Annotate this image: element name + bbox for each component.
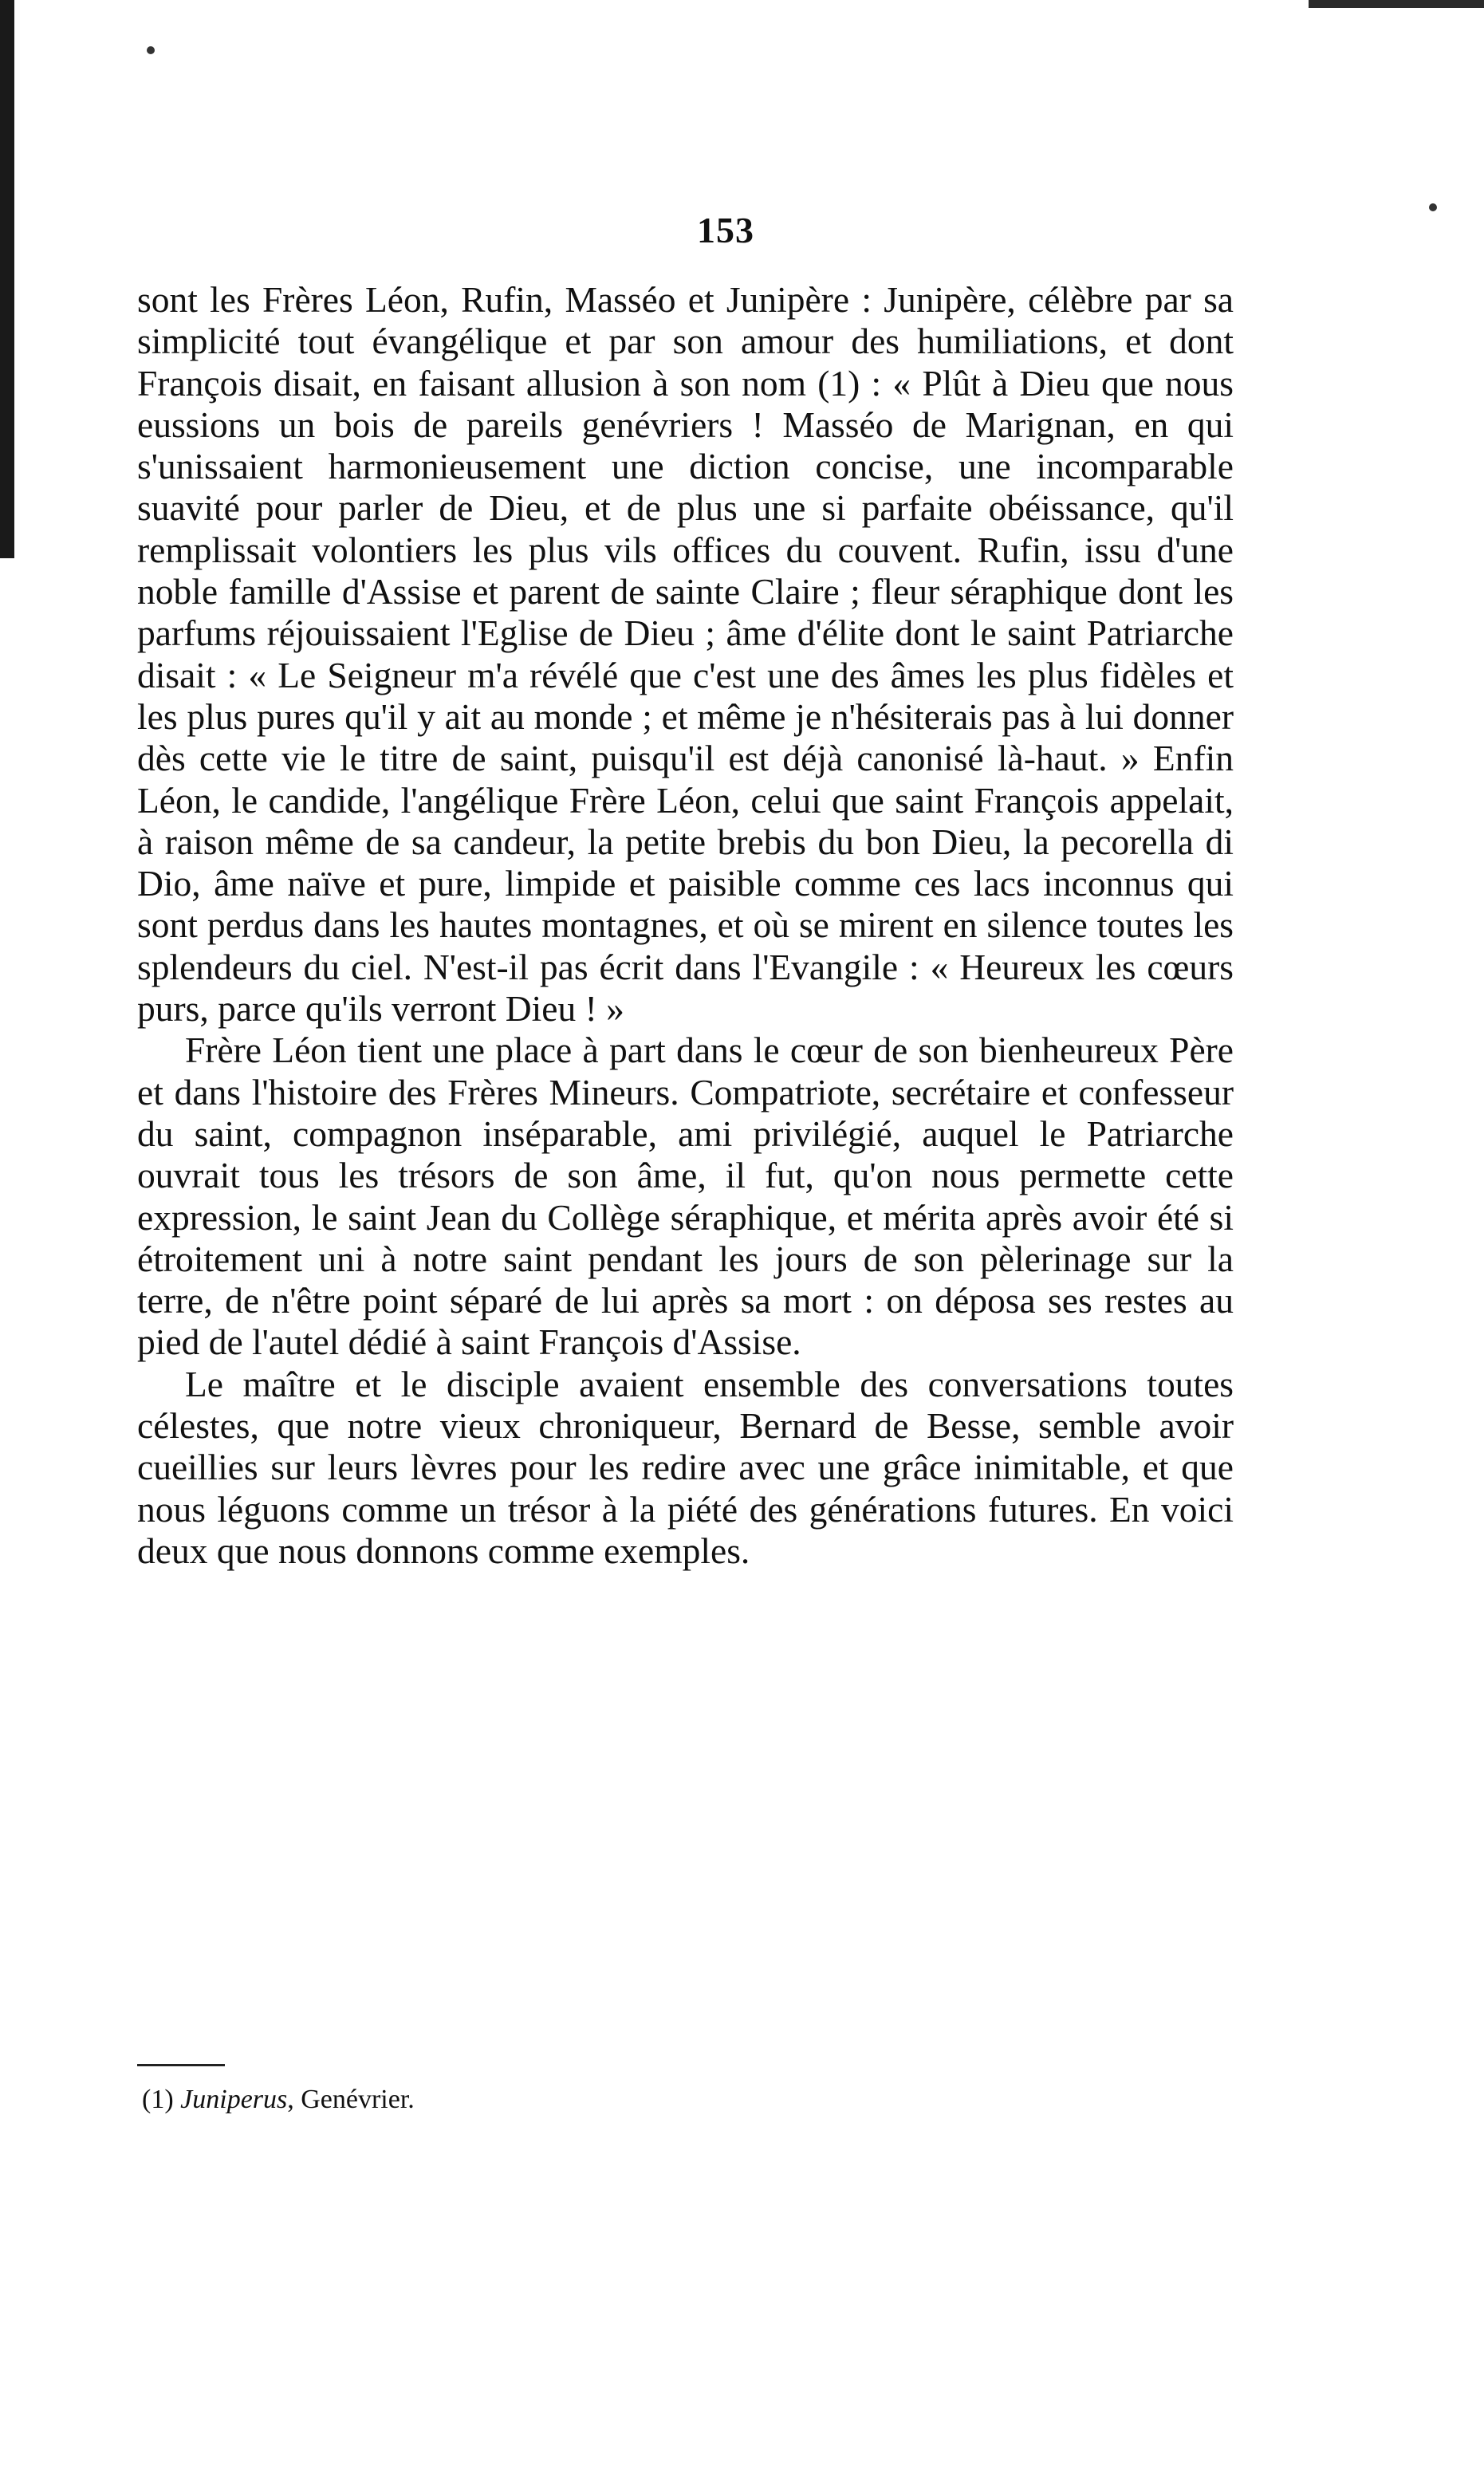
speck-mark <box>1429 203 1437 211</box>
paragraph-1: sont les Frères Léon, Rufin, Masséo et Junipère : Junipère, célèbre par sa simplicité tout évangélique et par son amour des humiliations, et dont François disait, en faisant allusion à son nom (1) : « Plût à Dieu que nous eussions un bois de pareils genévriers ! Masséo de Marignan, en qui s'unissaient harmonieusement une diction concise, une incomparable suavité pour parler de Dieu, et de plus une si parfaite obéissance, qu'il remplissait volontiers les plus vils offices du couvent. Rufin, issu d'une noble famille d'Assise et parent de sainte Claire ; fleur séraphique dont les parfums réjouissaient l'Eglise de Dieu ; âme d'élite dont le saint Patriarche disait : « Le Seigneur m'a révélé que c'est une des âmes les plus fidèles et les plus pures qu'il y ait au monde ; et même je n'hésiterais pas à lui donner dès cette vie le titre de saint, puisqu'il est déjà canonisé là-haut. » Enfin Léon, le candide, l'angélique Frère Léon, celui que saint François appelait, à raison même de sa candeur, la petite brebis du bon Dieu, la pecorella di Dio, âme naïve et pure, limpide et paisible comme ces lacs inconnus qui sont perdus dans les hautes montagnes, et où se mirent en silence toutes les splendeurs du ciel. N'est-il pas écrit dans l'Evangile : « Heureux les cœurs purs, parce qu'ils verront Dieu ! » <box>137 279 1234 1030</box>
footnote <box>142 2083 415 2117</box>
footnote-term: Juniperus <box>180 2085 288 2114</box>
paragraph-2: Frère Léon tient une place à part dans le cœur de son bienheureux Père et dans l'histoire des Frères Mineurs. Compatriote, secrétaire et confesseur du saint, compagnon inséparable, ami privilégié, auquel le Patriarche ouvrait tous les trésors de son âme, il fut, qu'on nous permette cette expression, le saint Jean du Collège séraphique, et mérita après avoir été si étroitement uni à notre saint pendant les jours de son pèlerinage sur la terre, de n'être point séparé de lui après sa mort : on déposa ses restes au pied de l'autel dédié à saint François d'Assise. <box>137 1030 1234 1363</box>
body-text <box>137 279 1234 1572</box>
speck-mark <box>147 46 155 54</box>
scan-edge-left <box>0 0 14 558</box>
page-number: 153 <box>697 210 754 250</box>
footnote-definition: , Genévrier. <box>287 2085 415 2114</box>
footnote-marker: (1) <box>142 2085 174 2114</box>
scan-edge-top <box>1309 0 1484 8</box>
paragraph-3: Le maître et le disciple avaient ensemble des conversations toutes célestes, que notre vieux chroniqueur, Bernard de Besse, semble avoir cueillies sur leurs lèvres pour les redire avec une grâce inimitable, et que nous léguons comme un trésor à la piété des générations futures. En voici deux que nous donnons comme exemples. <box>137 1363 1234 1571</box>
footnote-rule <box>137 2064 225 2066</box>
